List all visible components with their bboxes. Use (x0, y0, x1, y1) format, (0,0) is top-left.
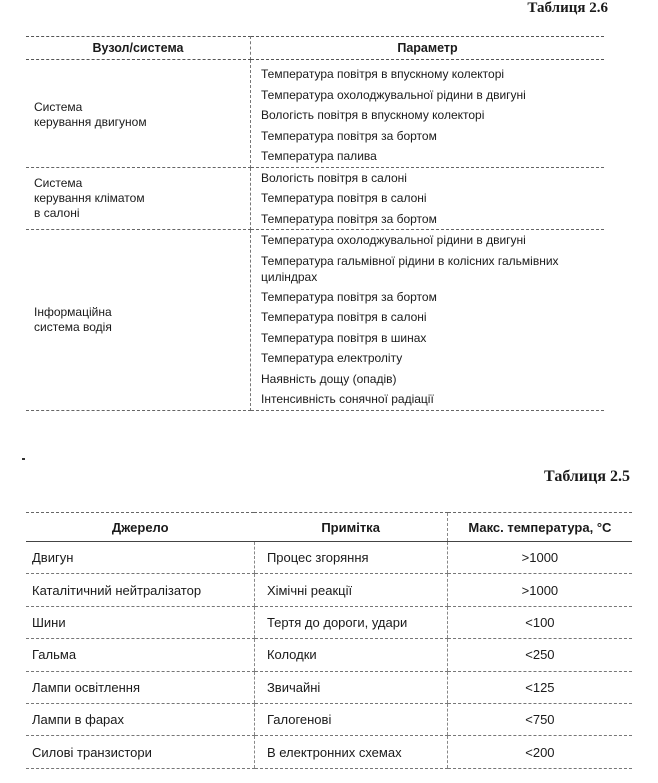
header-source: Джерело (26, 513, 254, 542)
note-cell: Хімічні реакції (254, 574, 447, 606)
parameter-item: Температура охолоджувальної рідини в двигуні (261, 87, 526, 102)
parameter-item: Наявність дощу (опадів) (261, 371, 397, 386)
system-name: Система керування кліматом в салоні (26, 167, 251, 230)
parameter-item: Температура палива (261, 149, 377, 163)
table-row (26, 574, 632, 606)
table-row (26, 230, 604, 411)
table-2-5 (26, 512, 632, 769)
parameter-list (251, 60, 605, 168)
table-2-6-caption: Таблиця 2.6 (527, 0, 608, 16)
parameter-item: Вологість повітря в салоні (261, 170, 407, 185)
source-cell: Лампи освітлення (26, 671, 254, 703)
table-row (26, 639, 632, 671)
header-parameter: Параметр (251, 37, 605, 60)
max-temperature-cell: >1000 (447, 542, 632, 574)
header-max-temperature: Макс. температура, °C (447, 513, 632, 542)
table-row (26, 736, 632, 768)
note-cell: Галогенові (254, 703, 447, 735)
source-cell: Силові транзистори (26, 736, 254, 768)
note-cell: Процес згоряння (254, 542, 447, 574)
table-row (26, 671, 632, 703)
parameter-item: Температура охолоджувальної рідини в двигуні (261, 233, 526, 247)
max-temperature-cell: >1000 (447, 574, 632, 606)
table-2-5-caption: Таблиця 2.5 (544, 468, 630, 485)
parameter-item: Температура повітря в впускному колекторі (261, 67, 505, 81)
note-cell: Звичайні (254, 671, 447, 703)
source-cell: Гальма (26, 639, 254, 671)
table-2-6 (26, 36, 604, 411)
note-cell: Колодки (254, 639, 447, 671)
source-cell: Лампи в фарах (26, 703, 254, 735)
parameter-item: Вологість повітря в впускному колекторі (261, 108, 485, 122)
parameter-item: Температура електроліту (261, 351, 403, 365)
parameter-item: Температура повітря за бортом (261, 128, 437, 143)
parameter-list (251, 230, 605, 411)
max-temperature-cell: <750 (447, 703, 632, 735)
stray-mark (22, 458, 25, 460)
header-note: Примітка (254, 513, 447, 542)
note-cell: В електронних схемах (254, 736, 447, 768)
parameter-item: Інтенсивність сонячної радіації (261, 392, 434, 406)
table-row (26, 60, 604, 168)
max-temperature-cell: <125 (447, 671, 632, 703)
parameter-item: Температура повітря в шинах (261, 330, 427, 345)
source-cell: Двигун (26, 542, 254, 574)
parameter-item: Температура повітря за бортом (261, 289, 437, 304)
max-temperature-cell: <100 (447, 606, 632, 638)
parameter-item: Температура повітря в салоні (261, 191, 427, 205)
note-cell: Тертя до дороги, удари (254, 606, 447, 638)
system-name: Інформаційна система водія (26, 230, 251, 411)
table-row (26, 606, 632, 638)
parameter-item: Температура гальмівної рідини в колісних гальмівних циліндрах (261, 253, 559, 284)
source-cell: Каталітичний нейтралізатор (26, 574, 254, 606)
table-row (26, 703, 632, 735)
parameter-list (251, 167, 605, 230)
system-name: Система керування двигуном (26, 60, 251, 168)
header-system: Вузол/система (26, 37, 251, 60)
parameter-item: Температура повітря за бортом (261, 211, 437, 226)
max-temperature-cell: <250 (447, 639, 632, 671)
table-row (26, 542, 632, 574)
parameter-item: Температура повітря в салоні (261, 310, 427, 324)
source-cell: Шини (26, 606, 254, 638)
table-row (26, 167, 604, 230)
max-temperature-cell: <200 (447, 736, 632, 768)
